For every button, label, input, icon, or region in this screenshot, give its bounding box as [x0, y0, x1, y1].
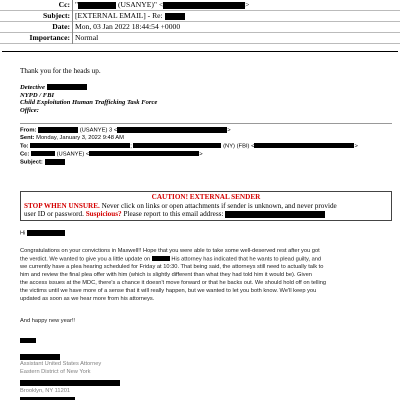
header-row-cc: [0, 0, 400, 11]
sender-office: Eastern District of New York: [20, 368, 91, 375]
redacted-block: [78, 2, 116, 9]
message-paragraph: Congratulations on your convictions in Maxwell!! Hope that you were able to take some well-deserved rest after you got the verdict. We wanted to give you a little update on His attorney has indicated that he wants to plead guilty, and we currently have a plea hearing scheduled for Friday at 10:30. That being said, the attorneys still need to actually talk to him and review the final plea offer with him (which is slightly different than what they had told him it would be). Given the access issues at the MDC, there's a chance it doesn't move forward or that he backs out. We should hold off on telling the victims until we have more of a sense that it will really happen, but we wanted to let you both know. We'll keep you updated as soon as we hear more from his attorneys.: [20, 248, 327, 302]
redacted-block: [165, 13, 185, 20]
subject-value: [EXTERNAL EMAIL] - Re:: [73, 11, 400, 22]
importance-value: Normal: [75, 33, 99, 42]
header-row-date: [0, 22, 400, 33]
redacted-block: [45, 159, 65, 165]
caution-title: CAUTION! EXTERNAL SENDER: [151, 193, 261, 201]
fwd-from: From: (USANYE) 3 < >: [20, 127, 231, 134]
signature-block: [20, 84, 157, 114]
redacted-block: [133, 143, 221, 149]
header-row-importance: [0, 33, 400, 44]
fwd-to: To: ; (NY) (FBI) < >: [20, 143, 358, 150]
sig-agency: NYPD / FBI: [20, 91, 55, 99]
forward-separator: [20, 123, 392, 124]
redacted-block: [89, 151, 199, 157]
date-label: Date:: [0, 22, 73, 33]
redacted-block: [30, 143, 130, 149]
fwd-subject: Subject:: [20, 159, 358, 167]
redacted-block: [27, 230, 65, 236]
caution-banner: [20, 191, 392, 221]
importance-label: Importance:: [0, 33, 73, 44]
header-separator: [2, 51, 398, 52]
forward-header: [20, 127, 358, 167]
sender-title: Assistant United States Attorney: [20, 361, 102, 367]
sig-office: Office:: [20, 106, 39, 114]
fwd-cc: Cc: (USANYE) < >: [20, 151, 203, 158]
redacted-block: [47, 84, 87, 90]
closing-line: And happy new year!!: [20, 318, 76, 324]
header-row-subject: [0, 11, 400, 22]
sig-title: Detective: [20, 84, 157, 92]
caution-line2: user ID or password. Suspicious? Please report to this email address:: [24, 210, 388, 219]
redacted-block: [117, 127, 227, 133]
redacted-block: [152, 256, 170, 262]
redacted-block: [31, 151, 55, 157]
cc-value: " (USANYE)" < >: [75, 0, 250, 9]
redacted-block: [38, 127, 78, 133]
redacted-block: [254, 143, 354, 149]
redacted-block: [20, 354, 60, 360]
fwd-sent: Sent: Monday, January 3, 2022 9:48 AM: [20, 135, 124, 142]
greeting: Hi: [20, 230, 65, 238]
email-header-table: [0, 0, 400, 44]
sender-signature: [20, 361, 101, 377]
sig-unit: Child Exploitation Human Trafficking Task Force: [20, 99, 158, 107]
redacted-block: [20, 338, 36, 343]
subject-label: Subject:: [0, 11, 73, 22]
cc-label: Cc:: [0, 0, 73, 11]
reply-text: Thank you for the heads up.: [20, 67, 101, 75]
redacted-block: [163, 2, 245, 9]
redacted-block: [225, 211, 325, 218]
date-value: Mon, 03 Jan 2022 18:44:54 +0000: [75, 22, 181, 31]
caution-line1: STOP WHEN UNSURE. Never click on links or open attachments if sender is unknown, and never provide: [24, 201, 337, 210]
redacted-block: [20, 380, 120, 386]
sender-city: Brooklyn, NY 11201: [20, 388, 71, 394]
